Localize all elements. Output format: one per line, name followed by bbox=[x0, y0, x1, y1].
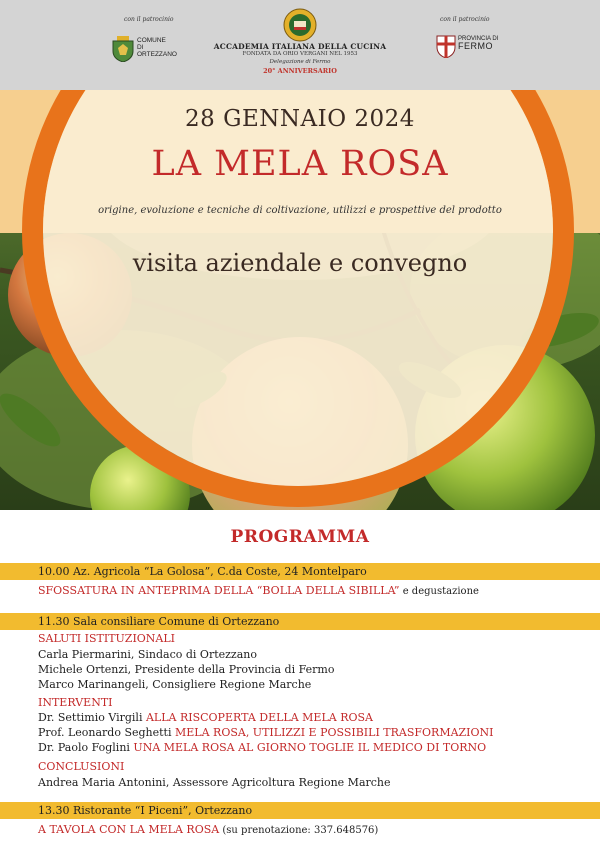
saluti-item: Michele Ortenzi, Presidente della Provincia di Fermo bbox=[38, 663, 335, 676]
conclusioni-heading: CONCLUSIONI bbox=[38, 760, 125, 773]
intervento-topic: MELA ROSA, UTILIZZI E POSSIBILI TRASFORMAZIONI bbox=[175, 726, 494, 739]
academy-anniversary: 20° ANNIVERSARIO bbox=[263, 67, 337, 75]
slot1-rest: e degustazione bbox=[399, 586, 479, 597]
intervento-item bbox=[38, 711, 373, 724]
patronage-label-right: con il patrocinio bbox=[440, 16, 490, 23]
academy-founded: FONDATA DA ORIO VERGANI NEL 1953 bbox=[242, 51, 358, 57]
event-title: LA MELA ROSA bbox=[151, 144, 449, 184]
event-type: visita aziendale e convegno bbox=[132, 249, 468, 277]
provincia-name bbox=[458, 36, 498, 50]
comune-line2: DI bbox=[137, 44, 144, 51]
slot3-rest: (su prenotazione: 337.648576) bbox=[219, 825, 379, 836]
saluti-item: Carla Piermarini, Sindaco di Ortezzano bbox=[38, 648, 257, 661]
intervento-item bbox=[38, 741, 486, 754]
conclusioni-item: Andrea Maria Antonini, Assessore Agricoltura Regione Marche bbox=[38, 776, 391, 789]
slot3-activity bbox=[38, 823, 378, 836]
slot2-bar: 11.30 Sala consiliare Comune di Ortezzano bbox=[0, 613, 600, 630]
comune-line1: COMUNE bbox=[137, 37, 166, 44]
intervento-item bbox=[38, 726, 494, 739]
intervento-speaker: Dr. Settimio Virgili bbox=[38, 711, 146, 724]
slot1-bar: 10.00 Az. Agricola “La Golosa”, C.da Coste, 24 Montelparo bbox=[0, 563, 600, 580]
comune-crest-icon bbox=[112, 36, 134, 62]
provincia-crest-icon bbox=[436, 34, 456, 58]
provincia-line2: FERMO bbox=[458, 41, 493, 51]
interventi-heading: INTERVENTI bbox=[38, 696, 113, 709]
academy-delegation: Delegazione di Fermo bbox=[269, 59, 331, 65]
comune-line3: ORTEZZANO bbox=[137, 51, 177, 58]
header-band bbox=[0, 0, 600, 90]
provincia-line1: PROVINCIA DI bbox=[458, 36, 499, 42]
intervento-speaker: Prof. Leonardo Seghetti bbox=[38, 726, 175, 739]
intervento-topic: UNA MELA ROSA AL GIORNO TOGLIE IL MEDICO DI TORNO bbox=[133, 741, 487, 754]
patronage-label-left: con il patrocinio bbox=[124, 16, 174, 23]
event-subtitle: origine, evoluzione e tecniche di coltivazione, utilizzi e prospettive del prodotto bbox=[98, 205, 502, 216]
intervento-topic: ALLA RISCOPERTA DELLA MELA ROSA bbox=[145, 711, 373, 724]
saluti-item: Marco Marinangeli, Consigliere Regione Marche bbox=[38, 678, 312, 691]
slot1-activity bbox=[38, 584, 479, 597]
comune-name bbox=[137, 37, 177, 58]
slot3-bar: 13.30 Ristorante “I Piceni”, Ortezzano bbox=[0, 802, 600, 819]
event-date: 28 GENNAIO 2024 bbox=[185, 106, 415, 132]
slot1-highlight: SFOSSATURA IN ANTEPRIMA DELLA “BOLLA DELLA SIBILLA” bbox=[38, 584, 400, 597]
slot3-highlight: A TAVOLA CON LA MELA ROSA bbox=[38, 823, 220, 836]
intervento-speaker: Dr. Paolo Foglini bbox=[38, 741, 134, 754]
saluti-heading: SALUTI ISTITUZIONALI bbox=[38, 632, 176, 645]
programme-heading: PROGRAMMA bbox=[230, 527, 370, 547]
academy-logo-icon bbox=[283, 8, 317, 42]
academy-name: ACCADEMIA ITALIANA DELLA CUCINA bbox=[213, 42, 387, 51]
